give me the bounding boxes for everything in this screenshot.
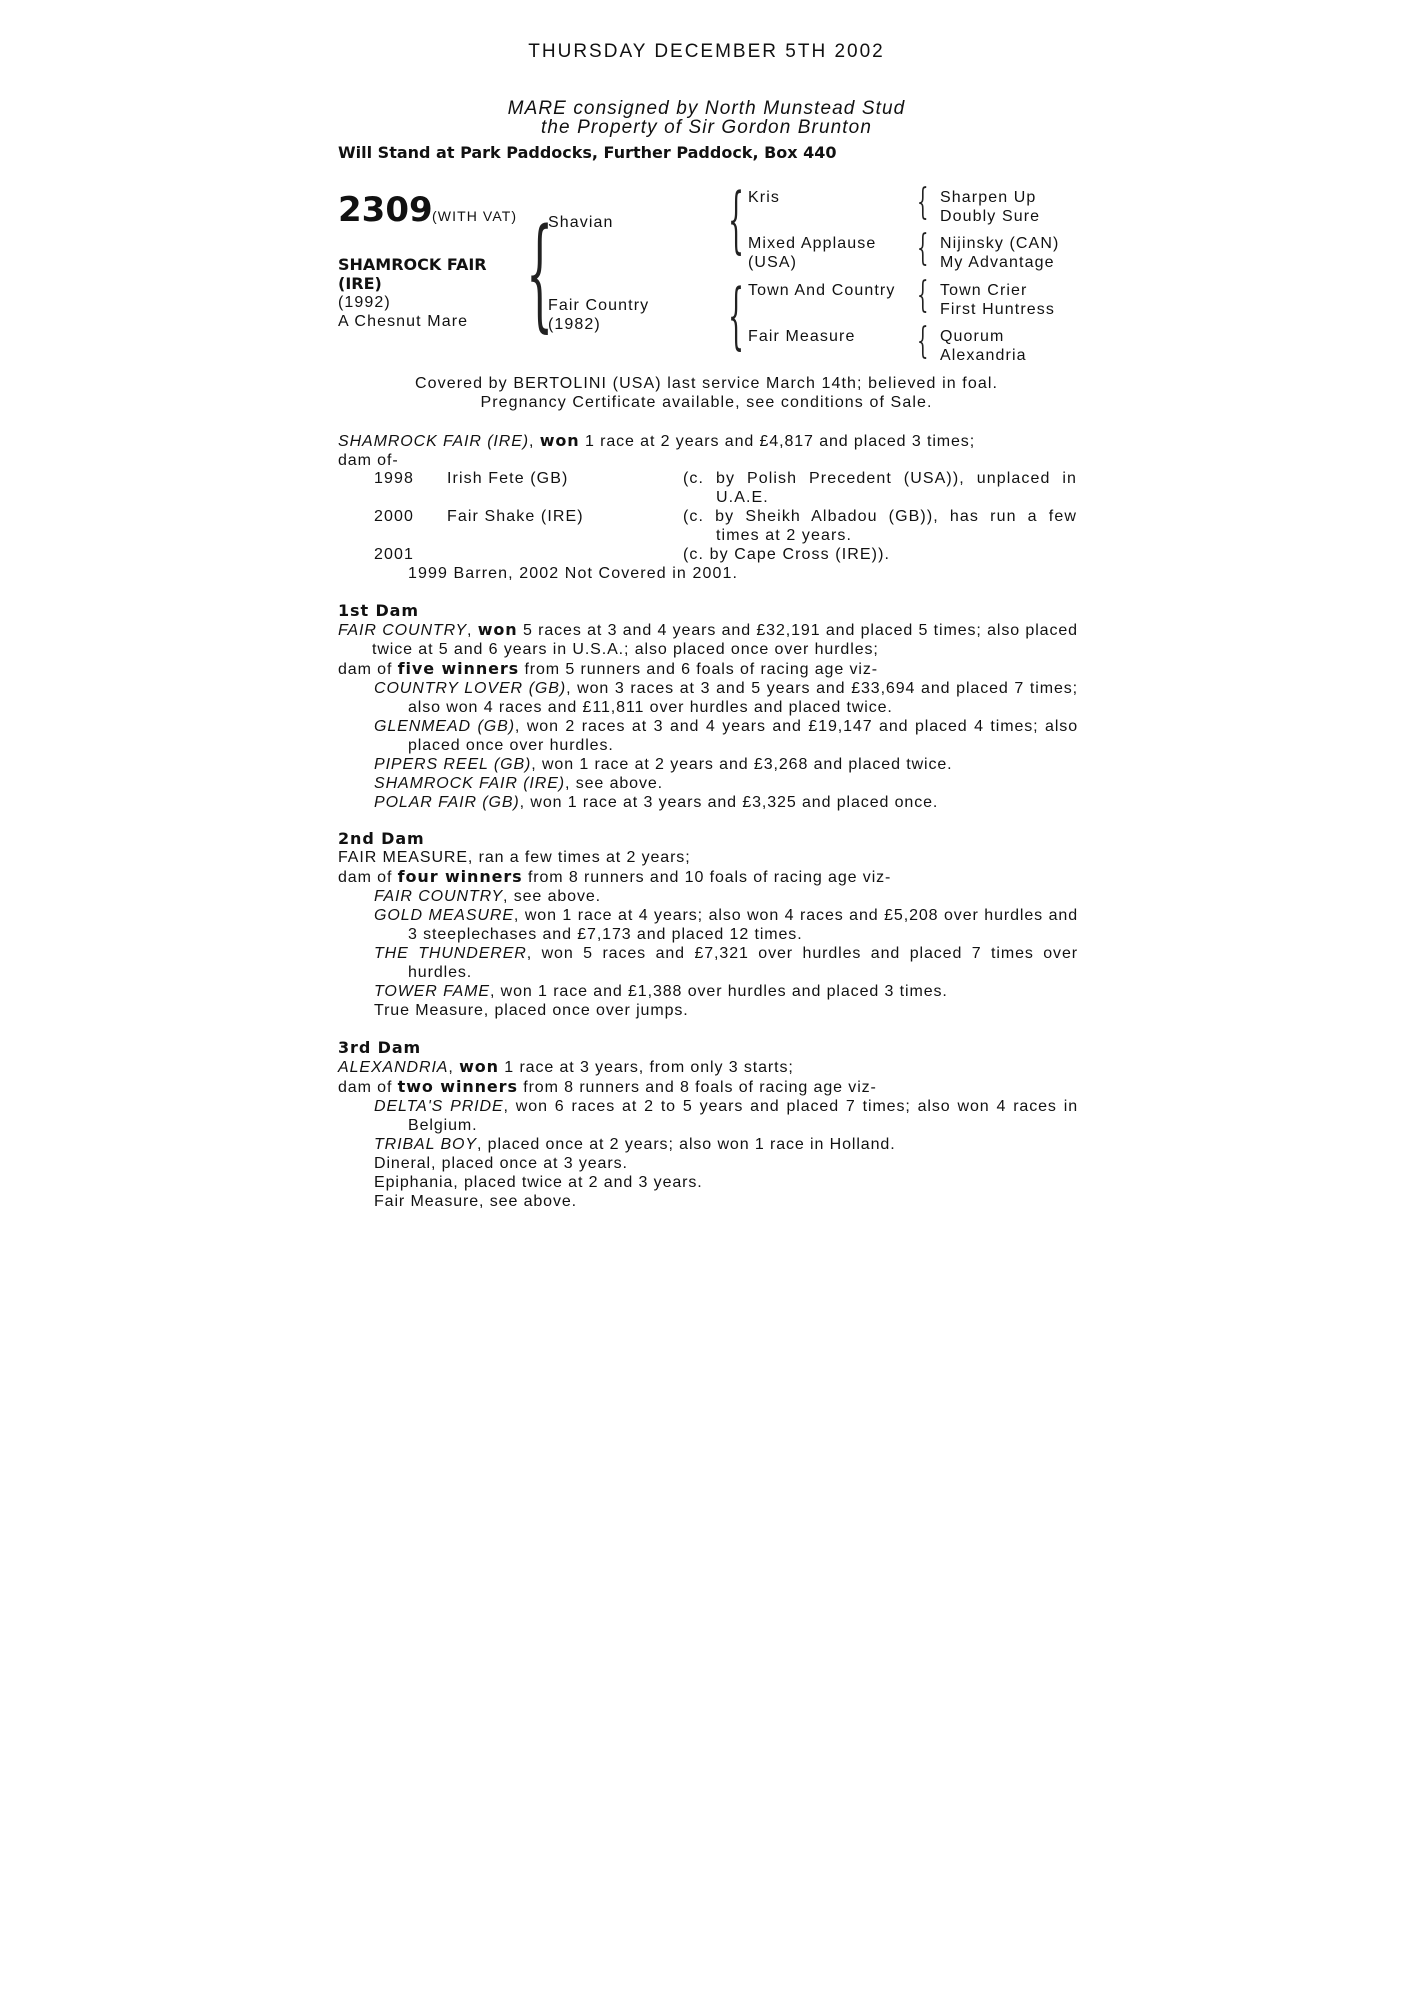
first-dam-damof: dam of bbox=[338, 661, 398, 678]
pedigree-brace-dam: { bbox=[728, 273, 745, 357]
property-line: the Property of Sir Gordon Brunton bbox=[541, 117, 872, 138]
pedigree-dam-dam: Fair Measure bbox=[748, 328, 856, 345]
pedigree-g2: Doubly Sure bbox=[940, 208, 1041, 225]
pedigree-dam-year: (1982) bbox=[548, 316, 601, 333]
pedigree-g3: Nijinsky (CAN) bbox=[940, 235, 1060, 252]
progeny-name: TRIBAL BOY bbox=[374, 1136, 477, 1153]
produce-foal-name: Fair Shake (IRE) bbox=[447, 508, 584, 525]
progeny-record: Epiphania, placed twice at 2 and 3 years. bbox=[374, 1174, 703, 1191]
progeny-record: , see above. bbox=[565, 775, 664, 792]
progeny-name: PIPERS REEL (GB) bbox=[374, 756, 532, 773]
second-dam-record: FAIR MEASURE, ran a few times at 2 years; bbox=[338, 849, 691, 866]
third-dam-winners: two winners bbox=[397, 1077, 518, 1096]
progeny-record: , won 1 race at 4 years; also won 4 races and £5,208 over hurdles and 3 steeplechases and £7,173 and placed 12 times. bbox=[408, 907, 1078, 943]
produce-year: 1998 bbox=[374, 470, 414, 487]
pedigree-g1: Sharpen Up bbox=[940, 189, 1037, 206]
pedigree-g7: Quorum bbox=[940, 328, 1005, 345]
pedigree-g5: Town Crier bbox=[940, 282, 1028, 299]
progeny-record: , won 3 races at 3 and 5 years and £33,694 and placed 7 times; also won 4 races and £11,811 over hurdles and placed twice. bbox=[408, 680, 1078, 716]
progeny-record: , placed once at 2 years; also won 1 race in Holland. bbox=[476, 1136, 896, 1153]
pedigree-g4: My Advantage bbox=[940, 254, 1055, 271]
produce-year: 2000 bbox=[374, 508, 414, 525]
pedigree-sire-dam-origin: (USA) bbox=[748, 254, 798, 271]
second-dam-heading: 2nd Dam bbox=[338, 829, 425, 848]
progeny-record: , won 6 races at 2 to 5 years and placed 7 times; also won 4 races in Belgium. bbox=[408, 1098, 1078, 1134]
consignor-line: MARE consigned by North Munstead Stud bbox=[507, 98, 906, 119]
pedigree-sire-dam: Mixed Applause bbox=[748, 235, 877, 252]
first-dam-name: FAIR COUNTRY bbox=[338, 622, 468, 639]
first-dam-heading: 1st Dam bbox=[338, 601, 419, 620]
first-dam-section: 1st Dam FAIR COUNTRY, won 5 races at 3 and 4 years and £32,191 and placed 5 times; also placed twice at 5 and 6 years in U.S.A.; also placed once over hurdles; dam of five winners from 5 runners and 6 foals of racing age viz- COUNTRY LOVER (GB), won 3 races at 3 and 5 years and £33,694 and placed 7 times; also won 4 races and £11,811 over hurdles and placed twice. GLENMEAD (GB), won 2 races at 3 and 4 years and £19,147 and placed 4 times; also placed once over hurdles. PIPERS REEL (GB), won 1 race at 2 years and £3,268 and placed twice. SHAMROCK FAIR (IRE), see above. POLAR FAIR (GB), won 1 race at 3 years and £3,325 and placed once. bbox=[338, 601, 1078, 811]
page-date: THURSDAY DECEMBER 5TH 2002 bbox=[528, 41, 885, 62]
pedigree-brace-main: { bbox=[526, 202, 554, 344]
pedigree-sire-sire: Kris bbox=[748, 189, 780, 206]
progeny-record: , won 5 races and £7,321 over hurdles and placed 7 times over hurdles. bbox=[408, 945, 1078, 981]
first-dam-won: won bbox=[477, 620, 518, 639]
progeny-name: GOLD MEASURE bbox=[374, 907, 514, 924]
progeny-record: , won 1 race at 3 years and £3,325 and placed once. bbox=[519, 794, 939, 811]
third-dam-won: won bbox=[459, 1057, 499, 1076]
pedigree-sire: Shavian bbox=[548, 214, 614, 231]
third-dam-runners: from 8 runners and 8 foals of racing age viz- bbox=[517, 1079, 877, 1096]
second-dam-runners: from 8 runners and 10 foals of racing age viz- bbox=[522, 869, 892, 886]
pedigree-brace-g3: { bbox=[917, 275, 929, 316]
produce-detail: (c. by Cape Cross (IRE)). bbox=[683, 546, 891, 563]
third-dam-record: 1 race at 3 years, from only 3 starts; bbox=[498, 1059, 794, 1076]
horse-description: A Chesnut Mare bbox=[338, 313, 469, 330]
pedigree-g8: Alexandria bbox=[940, 347, 1027, 364]
progeny-name: POLAR FAIR (GB) bbox=[374, 794, 520, 811]
produce-foal-name: Irish Fete (GB) bbox=[447, 470, 569, 487]
third-dam-heading: 3rd Dam bbox=[338, 1038, 422, 1057]
lot-number: 2309 bbox=[338, 190, 433, 230]
first-dam-runners: from 5 runners and 6 foals of racing age viz- bbox=[519, 661, 878, 678]
produce-record: 1 race at 2 years and £4,817 and placed 3 times; bbox=[579, 433, 976, 450]
progeny-record: , see above. bbox=[503, 888, 602, 905]
horse-origin: (IRE) bbox=[338, 274, 382, 293]
pedigree-brace-sire: { bbox=[728, 177, 745, 261]
progeny-record: Fair Measure, see above. bbox=[374, 1193, 578, 1210]
progeny-record: True Measure, placed once over jumps. bbox=[374, 1002, 689, 1019]
covered-note: Covered by BERTOLINI (USA) last service March 14th; believed in foal. bbox=[414, 375, 999, 392]
first-dam-winners: five winners bbox=[397, 659, 520, 678]
progeny-record: , won 2 races at 3 and 4 years and £19,147 and placed 4 times; also placed once over hurdles. bbox=[408, 718, 1078, 754]
stand-location: Will Stand at Park Paddocks, Further Paddock, Box 440 bbox=[338, 143, 837, 162]
produce-detail-cont: times at 2 years. bbox=[716, 527, 853, 544]
progeny-name: FAIR COUNTRY bbox=[374, 888, 504, 905]
progeny-record: , won 1 race at 2 years and £3,268 and placed twice. bbox=[531, 756, 953, 773]
second-dam-damof: dam of bbox=[338, 869, 398, 886]
produce-detail: (c. by Sheikh Albadou (GB)), has run a few bbox=[683, 508, 1077, 525]
progeny-record: , won 1 race and £1,388 over hurdles and placed 3 times. bbox=[489, 983, 948, 1000]
progeny-name: DELTA'S PRIDE bbox=[374, 1098, 504, 1115]
produce-dam-of: dam of- bbox=[338, 452, 399, 469]
produce-mare-name: SHAMROCK FAIR (IRE) bbox=[338, 433, 530, 450]
pedigree-dam: Fair Country bbox=[548, 297, 650, 314]
pedigree-dam-sire: Town And Country bbox=[748, 282, 896, 299]
progeny-record: Dineral, placed once at 3 years. bbox=[374, 1155, 628, 1172]
pedigree-brace-g1: { bbox=[917, 182, 929, 223]
second-dam-section bbox=[338, 829, 1078, 1020]
produce-won: won bbox=[539, 431, 580, 450]
third-dam-section: 3rd Dam ALEXANDRIA, won 1 race at 3 years, from only 3 starts; dam of two winners from 8 runners and 8 foals of racing age viz- DELTA'S PRIDE, won 6 races at 2 to 5 years and placed 7 times; also won 4 races in Belgium. TRIBAL BOY, placed once at 2 years; also won 1 race in Holland. Dineral, placed once at 3 years. Epiphania, placed twice at 2 and 3 years. Fair Measure, see above. bbox=[338, 1038, 1078, 1210]
third-dam-name: ALEXANDRIA bbox=[338, 1059, 449, 1076]
produce-year: 2001 bbox=[374, 546, 414, 563]
progeny-name: GLENMEAD (GB) bbox=[374, 718, 515, 735]
produce-detail: (c. by Polish Precedent (USA)), unplaced in bbox=[683, 470, 1077, 487]
vat-note: (WITH VAT) bbox=[432, 208, 518, 224]
progeny-name: THE THUNDERER bbox=[374, 945, 527, 962]
progeny-name: TOWER FAME bbox=[374, 983, 490, 1000]
pedigree-brace-g4: { bbox=[917, 321, 929, 362]
pregnancy-note: Pregnancy Certificate available, see conditions of Sale. bbox=[480, 394, 933, 411]
progeny-name: COUNTRY LOVER (GB) bbox=[374, 680, 567, 697]
produce-section: SHAMROCK FAIR (IRE), won 1 race at 2 years and £4,817 and placed 3 times; dam of- bbox=[338, 431, 1078, 470]
horse-name: SHAMROCK FAIR bbox=[338, 255, 487, 274]
produce-barren-note: 1999 Barren, 2002 Not Covered in 2001. bbox=[408, 565, 738, 582]
pedigree-g6: First Huntress bbox=[940, 301, 1055, 318]
pedigree-brace-g2: { bbox=[917, 228, 929, 269]
second-dam-winners: four winners bbox=[397, 867, 523, 886]
third-dam-damof: dam of bbox=[338, 1079, 398, 1096]
produce-detail-cont: U.A.E. bbox=[716, 489, 769, 506]
first-dam-record: 5 races at 3 and 4 years and £32,191 and placed 5 times; also placed twice at 5 and 6 years in U.S.A.; also placed once over hurdles; bbox=[372, 622, 1078, 658]
horse-year: (1992) bbox=[338, 294, 391, 311]
progeny-name: SHAMROCK FAIR (IRE) bbox=[374, 775, 566, 792]
